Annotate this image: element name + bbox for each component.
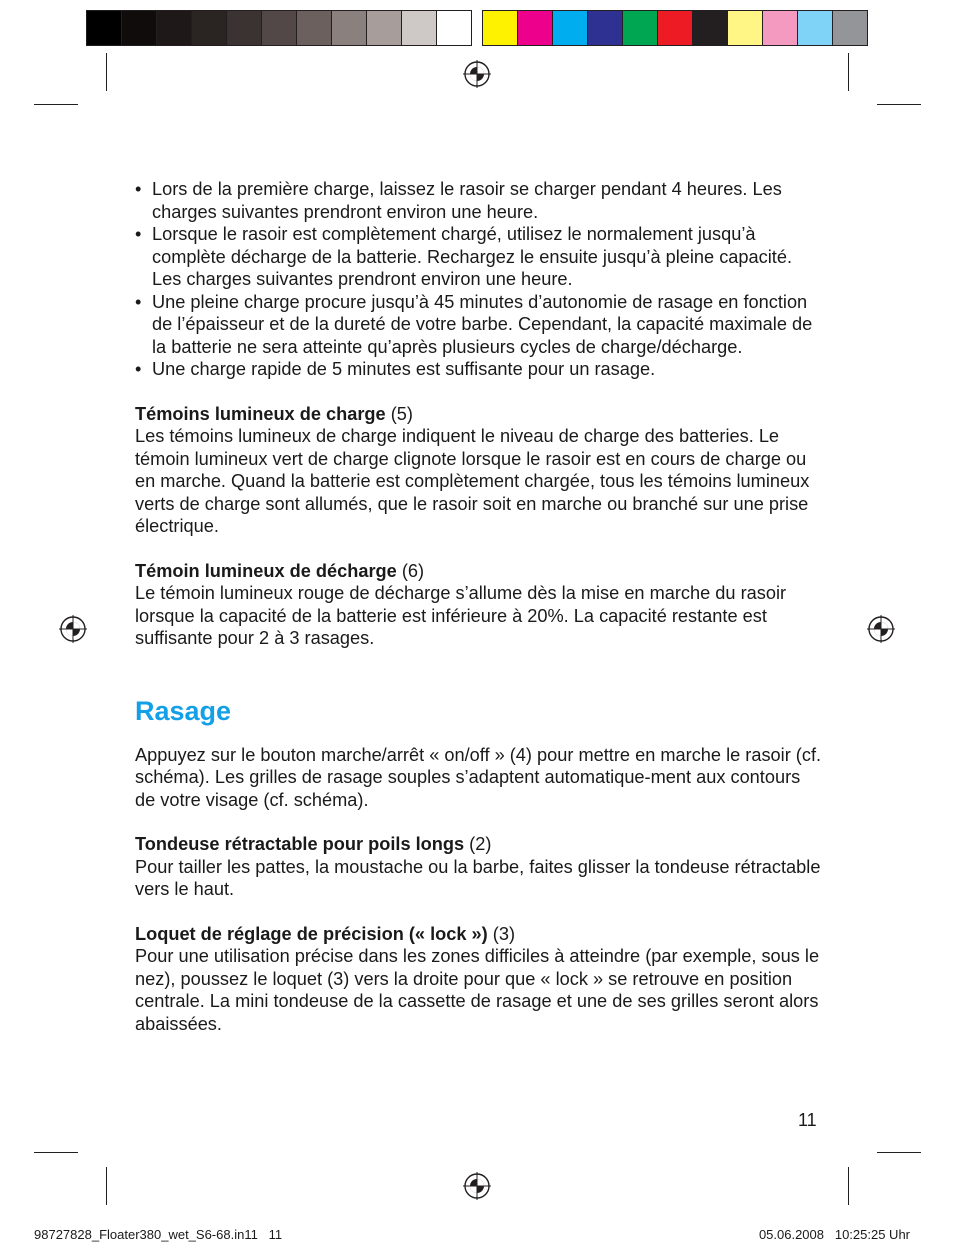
section-heading: Rasage: [135, 695, 232, 726]
crop-mark: [106, 1167, 107, 1205]
color-swatch: [332, 11, 367, 45]
bullet-list: [135, 178, 825, 381]
subheading: [135, 923, 825, 946]
color-swatch: [553, 11, 588, 45]
color-swatch: [623, 11, 658, 45]
crop-mark: [106, 53, 107, 91]
color-swatch: [763, 11, 798, 45]
crop-mark: [877, 1152, 921, 1153]
subheading-ref: (2): [469, 834, 492, 854]
color-swatch: [262, 11, 297, 45]
registration-mark-icon: [463, 1172, 491, 1200]
subheading-ref: (5): [390, 403, 413, 424]
color-swatch: [658, 11, 693, 45]
page-content: [135, 178, 825, 1035]
grayscale-color-bar: [86, 10, 472, 46]
shaving-intro-section: [135, 744, 825, 812]
color-swatch: [227, 11, 262, 45]
color-swatch: [402, 11, 437, 45]
discharge-light-section: [135, 560, 825, 650]
paragraph: Pour tailler les pattes, la moustache ou la barbe, faites glisser la tondeuse rétractable vers le haut.: [135, 856, 821, 899]
page-number: 11: [798, 1110, 817, 1130]
subheading-title: Témoin lumineux de décharge: [135, 560, 397, 581]
crop-mark: [848, 53, 849, 91]
footer-file-info: 98727828_Floater380_wet_S6-68.in11 11: [34, 1227, 283, 1242]
color-swatch: [483, 11, 518, 45]
color-swatch: [437, 11, 471, 45]
bullet-item: • Une pleine charge procure jusqu’à 45 minutes d’autonomie de rasage en fonction de l’épaisseur et de la dureté de votre barbe. Cependant, la capacité maximale de la batterie ne sera atteinte qu’après plusieurs cycles de charge/décharge.: [135, 291, 825, 359]
color-swatch: [798, 11, 833, 45]
charge-lights-section: [135, 403, 825, 538]
color-swatch: [87, 11, 122, 45]
color-swatch: [297, 11, 332, 45]
crop-mark: [877, 104, 921, 105]
color-swatch: [833, 11, 867, 45]
bullet-item: • Lors de la première charge, laissez le rasoir se charger pendant 4 heures. Les charges suivantes prendront environ une heure.: [135, 178, 825, 223]
subheading: [135, 403, 825, 426]
trimmer-section: [135, 833, 825, 901]
crop-mark: [848, 1167, 849, 1205]
process-color-bar: [482, 10, 868, 46]
paragraph: Le témoin lumineux rouge de décharge s’allume dès la mise en marche du rasoir lorsque la capacité de la batterie est inférieure à 20%. La capacité restante est suffisante pour 2 à 3 rasages.: [135, 583, 787, 648]
paragraph: Pour une utilisation précise dans les zones difficiles à atteindre (par exemple, sous le nez), poussez le loquet (3) vers la droite pour que « lock » se retrouve en position centrale. La mini tondeuse de la cassette de rasage et une de ses grilles seront alors abaissées.: [135, 946, 820, 1034]
bullet-item: • Une charge rapide de 5 minutes est suffisante pour un rasage.: [135, 358, 825, 381]
color-swatch: [367, 11, 402, 45]
subheading-title: Loquet de réglage de précision (« lock »): [135, 923, 488, 944]
footer-timestamp: 05.06.2008 10:25:25 Uhr: [758, 1227, 910, 1242]
registration-mark-icon: [59, 615, 87, 643]
subheading-ref: (6): [401, 560, 425, 581]
bullet-item: • Lorsque le rasoir est complètement chargé, utilisez le normalement jusqu’à complète décharge de la batterie. Rechargez le ensuite jusqu’à pleine capacité. Les charges suivantes prendront environ une heure.: [135, 223, 825, 291]
subheading-title: Témoins lumineux de charge: [135, 403, 386, 424]
color-swatch: [588, 11, 623, 45]
subheading-title: Tondeuse rétractable pour poils longs: [135, 834, 465, 854]
crop-mark: [34, 104, 78, 105]
crop-mark: [34, 1152, 78, 1153]
registration-mark-icon: [867, 615, 895, 643]
color-swatch: [192, 11, 227, 45]
subheading-ref: (3): [492, 923, 516, 944]
color-swatch: [122, 11, 157, 45]
lock-section: [135, 923, 825, 1036]
color-swatch: [693, 11, 728, 45]
paragraph: Appuyez sur le bouton marche/arrêt « on/off » (4) pour mettre en marche le rasoir (cf. schéma). Les grilles de rasage souples s’adaptent automatique-ment aux contours de votre visage (cf. schéma).: [135, 744, 822, 810]
color-swatch: [518, 11, 553, 45]
color-swatch: [728, 11, 763, 45]
color-swatch: [157, 11, 192, 45]
subheading: [135, 560, 825, 583]
subheading: [135, 833, 825, 856]
registration-mark-icon: [463, 60, 491, 88]
paragraph: Les témoins lumineux de charge indiquent le niveau de charge des batteries. Le témoin lumineux vert de charge clignote lorsque le rasoir est en cours de charge ou en marche. Quand la batterie est complètement chargée, tous les témoins lumineux verts de charge sont allumés, que le rasoir soit en marche ou branché sur une prise électrique.: [135, 426, 810, 536]
